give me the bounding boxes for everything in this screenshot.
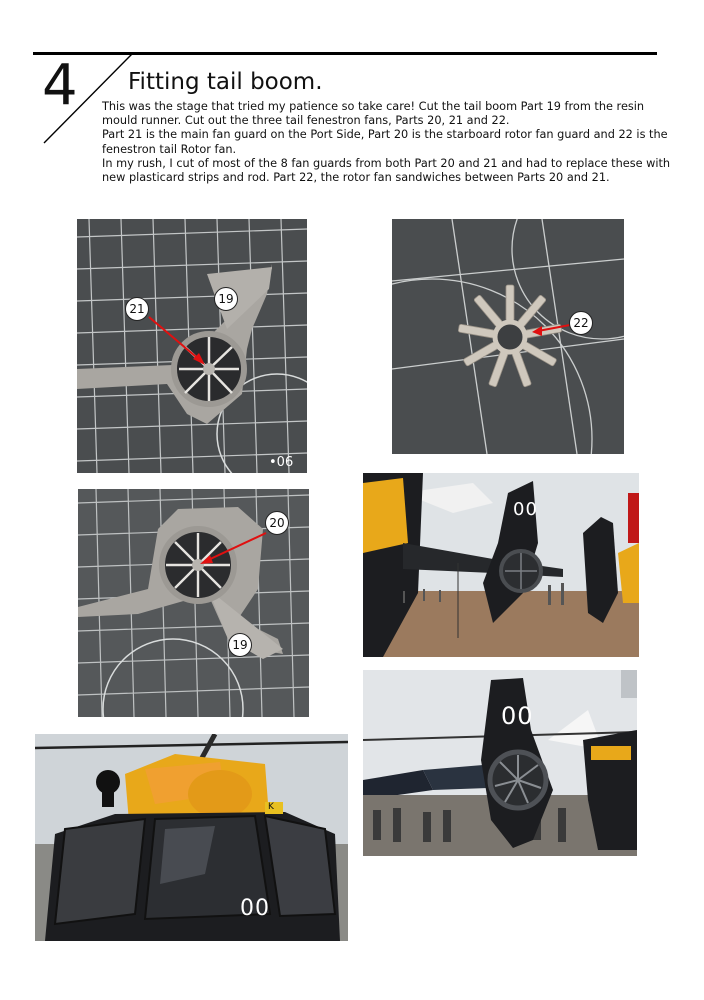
photo-helicopter-rear-view bbox=[363, 670, 637, 856]
nose-registration: 00 bbox=[240, 896, 270, 921]
body-text bbox=[102, 100, 672, 185]
callout-part-19: 19 bbox=[214, 287, 238, 311]
photo-helicopter-nose bbox=[35, 734, 348, 941]
photo-rotor-fan-part-22 bbox=[392, 219, 624, 454]
callout-part-19-lower: 19 bbox=[228, 633, 252, 657]
nose-tag: K bbox=[268, 802, 274, 812]
paragraph-3: In my rush, I cut of most of the 8 fan guards from both Part 20 and 21 and had to replace these with new plasticard strips and rod. Part 22, the rotor fan sandwiches between Parts 20 and 21. bbox=[102, 156, 671, 185]
photo-helicopter-tail-airshow bbox=[363, 473, 639, 657]
step-number: 4 bbox=[42, 53, 78, 118]
paragraph-2: Part 21 is the main fan guard on the Port Side, Part 20 is the starboard rotor fan guard and 22 is the fenestron tail Rotor fan. bbox=[102, 128, 668, 156]
mat-mark: •06 bbox=[269, 455, 294, 470]
callout-part-22: 22 bbox=[569, 311, 593, 335]
callout-part-20: 20 bbox=[265, 511, 289, 535]
tail-registration: 00 bbox=[513, 499, 538, 520]
page-title: Fitting tail boom. bbox=[128, 69, 323, 95]
photo-fan-guard-part-20 bbox=[78, 489, 309, 717]
callout-part-21: 21 bbox=[125, 297, 149, 321]
paragraph-1: This was the stage that tried my patience so take care! Cut the tail boom Part 19 from the resin mould runner. Cut out the three tail fenestron fans, Parts 20, 21 and 22. bbox=[102, 100, 645, 128]
photo-tail-boom-part-21 bbox=[77, 219, 307, 473]
tail-registration-rear: 00 bbox=[501, 702, 534, 730]
